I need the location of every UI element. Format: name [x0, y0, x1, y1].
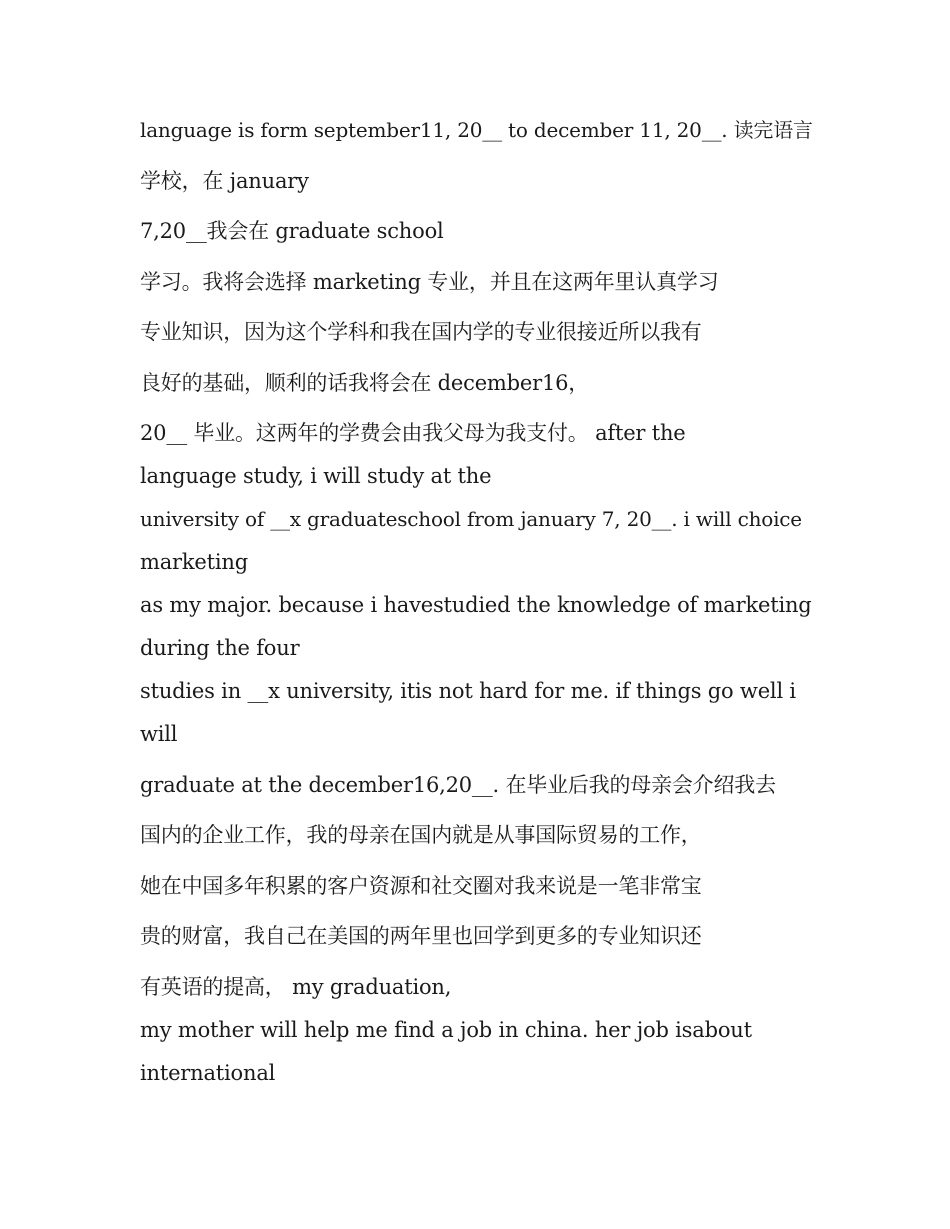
text-line-1: language is form september11, 20__ to december 11, 20__. 读完语言 [140, 118, 813, 142]
text-line-13: studies in __x university, itis not hard for me. if things go well i [140, 679, 796, 703]
text-line-6: 良好的基础，顺利的话我将会在 december16， [140, 370, 590, 395]
text-line-21: international [140, 1060, 276, 1085]
text-line-5: 专业知识，因为这个学科和我在国内学的专业很接近所以我有 [140, 320, 702, 344]
text-line-15: graduate at the december16,20__. 在毕业后我的母亲会介绍我去 [140, 772, 776, 797]
document-body [140, 108, 815, 1094]
text-line-18: 贵的财富，我自己在美国的两年里也回学到更多的专业知识还 [140, 924, 702, 948]
text-line-4: 学习。我将会选择 marketing 专业，并且在这两年里认真学习 [140, 269, 719, 294]
text-line-16: 国内的企业工作，我的母亲在国内就是从事国际贸易的工作， [140, 823, 702, 847]
text-line-11: as my major. because i havestudied the knowledge of marketing [140, 593, 812, 617]
text-line-14: will [140, 722, 178, 746]
text-line-7: 20__ 毕业。这两年的学费会由我父母为我支付。 after the [140, 421, 686, 445]
text-line-2: 学校，在 january [140, 168, 309, 193]
text-line-3: 7,20__我会在 graduate school [140, 219, 444, 243]
text-line-20: my mother will help me find a job in china. her job isabout [140, 1017, 752, 1042]
text-line-8: language study, i will study at the [140, 464, 492, 488]
text-line-17: 她在中国多年积累的客户资源和社交圈对我来说是一笔非常宝 [140, 873, 702, 898]
text-line-10: marketing [140, 550, 248, 574]
text-line-19: 有英语的提高， my graduation, [140, 974, 452, 999]
text-line-9: university of __x graduateschool from january 7, 20__. i will choice [140, 507, 802, 531]
text-line-12: during the four [140, 636, 300, 660]
